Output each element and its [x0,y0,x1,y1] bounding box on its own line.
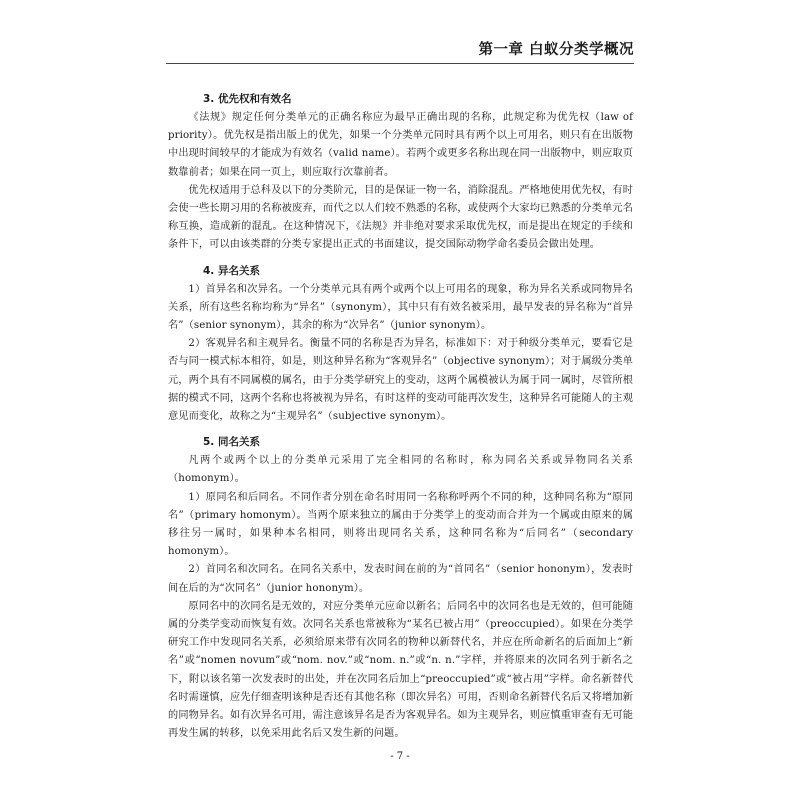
header-rule [166,63,634,64]
paragraph: 优先权适用于总科及以下的分类阶元，目的是保证一物一名，消除混乱。严格地使用优先权，有时会使一些长期习用的名称被废弃，而代之以人们较不熟悉的名称，或使两个大家均已熟悉的分类单元名称互换，造成新的混乱。在这种情况下，《法规》并非绝对要求采取优先权，而是提出在规定的手续和条件下，可以由该类群的分类专家提出正式的书面建议，提交国际动物学命名委员会做出处理。 [168,184,633,251]
page-body [168,90,633,744]
page-number: - 7 - [390,751,410,762]
chapter-title: 第一章 白蚁分类学概况 [478,42,634,58]
section-heading-priority: 3. 优先权和有效名 [203,93,292,105]
paragraph: 1）首异名和次异名。一个分类单元具有两个或两个以上可用名的现象，称为异名关系或同物异名关系，所有这些名称均称为“异名”（synonym），其中只有有效名被采用，最早发表的异名称为“首异名”（senior synonym），其余的称为“次异名”（junior synonym）。 [168,283,633,332]
paragraph: 《法规》规定任何分类单元的正确名称应为最早正确出现的名称，此规定称为优先权（law of priority）。优先权是指出版上的优先，如果一个分类单元同时具有两个以上可用名，则只有在出版物中出现时间较早的才能成为有效名（valid name）。若两个或更多名称出现在同一出版物中，则应取页数靠前者；如果在同一页上，则应取行次靠前者。 [168,112,633,178]
paragraph: 原同名中的次同名是无效的，对应分类单元应命以新名；后同名中的次同名也是无效的，但可能随属的分类学变动而恢复有效。次同名关系也常被称为“某名已被占用”（preoccupied）。如果在分类学研究工作中发现同名关系，必须给原来带有次同名的物种以新替代名，并应在所命新名的后面加上“新名”或“nomen novum”或“nom. nov.”或“nom. n.”或“n. n.”字样，并将原来的次同名列于新名之下，附以该名第一次发表时的出处，并在次同名后加上“preoccupied”或“被占用”字样。命名新替代名时需谨慎，应先仔细查明该种是否还有其他名称（即次异名）可用，否则命名新替代名后又将增加新的同物异名。如有次异名可用，需注意该异名是否为客观异名。如为主观异名，则应慎重审查有无可能再发生属的转移，以免采用此名后又发生新的问题。 [168,600,633,740]
section-heading-homonymy: 5. 同名关系 [203,436,260,449]
paragraph: 凡两个或两个以上的分类单元采用了完全相同的名称时，称为同名关系或异物同名关系（homonym）。 [168,455,633,485]
paragraph: 2）客观异名和主观异名。衡量不同的名称是否为异名，标准如下：对于种级分类单元，要看它是否与同一模式标本相符，如是，则这种异名称为“客观异名”（objective synonym）；对于属级分类单元，两个具有不同属模的属名，由于分类学研究上的变动，这两个属模被认为属于同一属时，尽管所根据的模式不同，这两个名称也将被视为异名，有时这样的变动可能再次发生，这种异名可能随人的主观意见而变化，故称之为“主观异名”（subjective synonym）。 [168,338,633,423]
section-heading-synonymy: 4. 异名关系 [203,264,260,277]
paragraph: 2）首同名和次同名。在同名关系中，发表时间在前的为“首同名”（senior hononym），发表时间在后的为“次同名”（junior hononym）。 [168,564,633,594]
paragraph: 1）原同名和后同名。不同作者分别在命名时用同一名称称呼两个不同的种，这种同名称为“原同名”（primary homonym）。当两个原来独立的属由于分类学上的变动而合并为一个属或由原来的属移往另一属时，如果种本名相同，则将出现同名关系，这种同名称为“后同名”（secondary homonym）。 [168,491,633,558]
